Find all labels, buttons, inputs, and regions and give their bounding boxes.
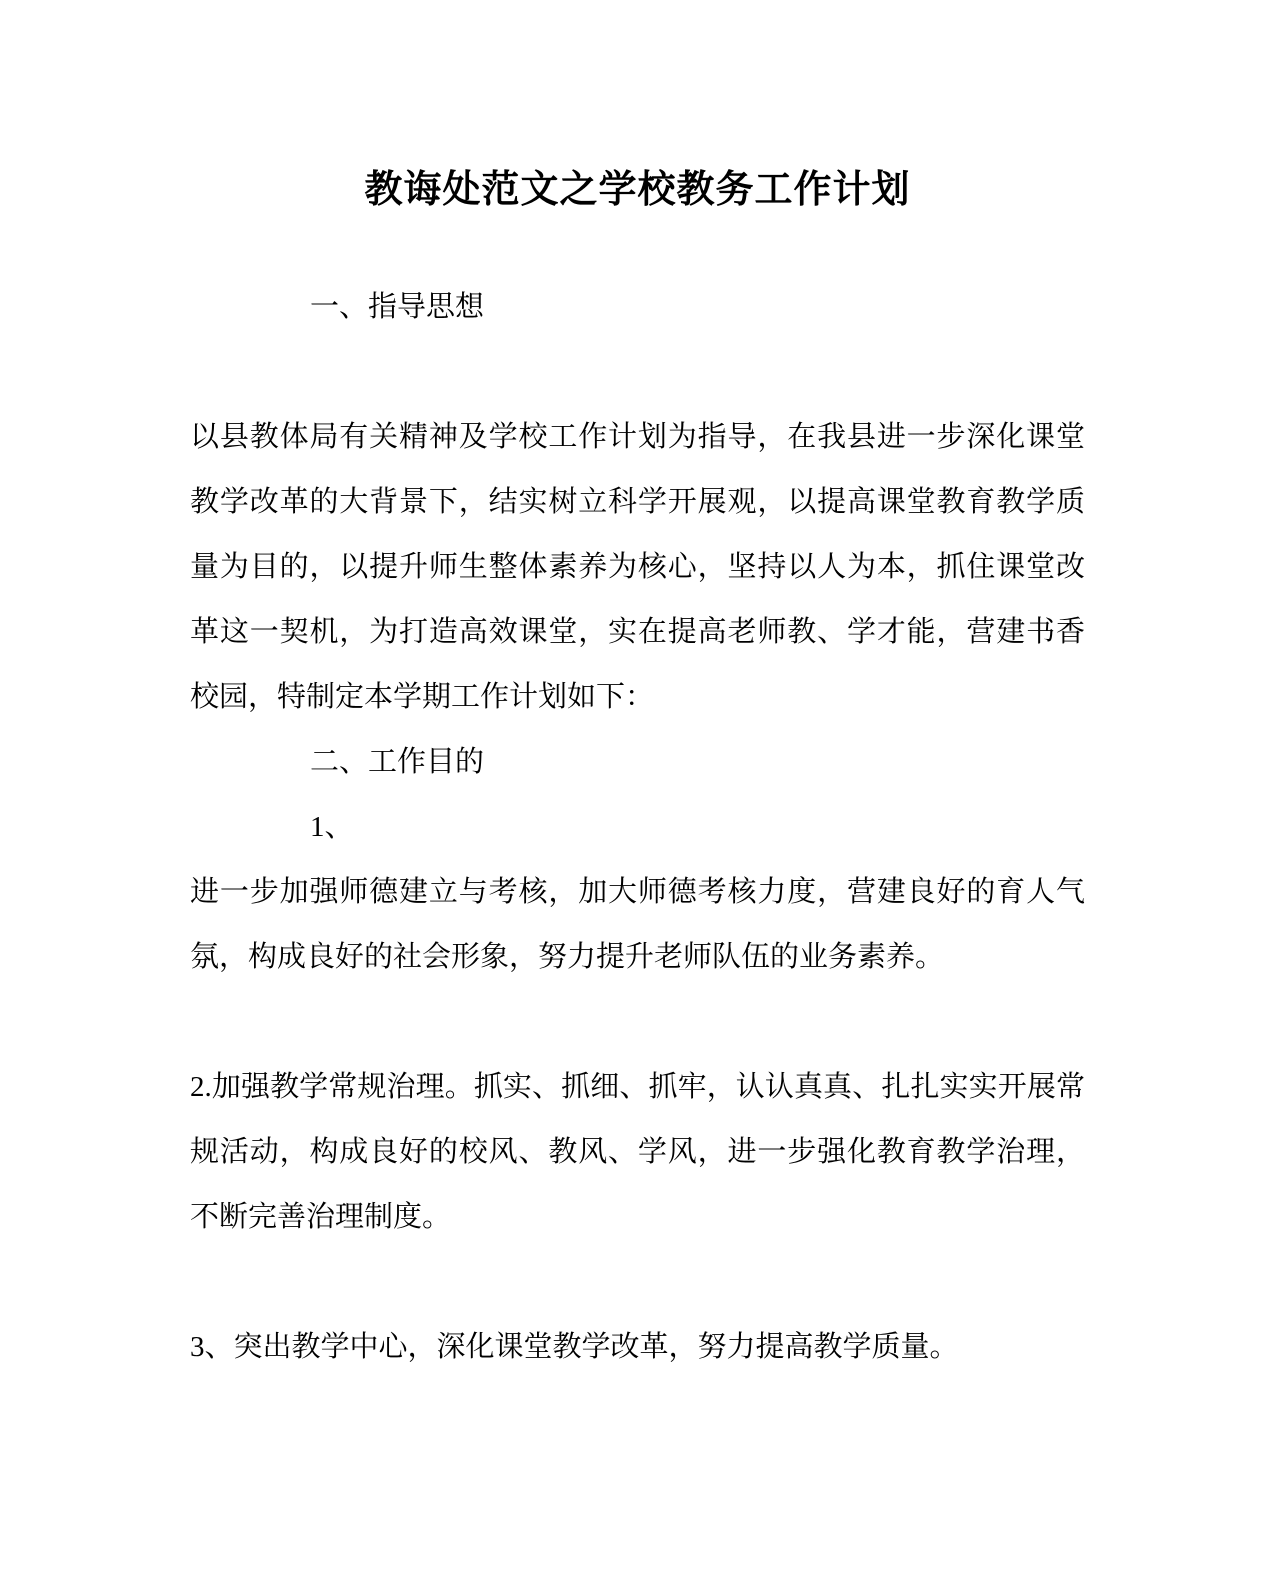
section2-heading: 二、工作目的 — [310, 746, 485, 778]
section1-heading: 一、指导思想 — [310, 291, 485, 323]
section1-paragraph: 以县教体局有关精神及学校工作计划为指导，在我县进一步深化课堂教学改革的大背景下，结实树立科学开展观，以提高课堂教育教学质量为目的，以提升师生整体素养为核心，坚持以人为本，抓住课堂改革这一契机，为打造高效课堂，实在提高老师教、学才能，营建书香校园，特制定本学期工作计划如下： — [190, 421, 1085, 713]
section2-item1-paragraph: 进一步加强师德建立与考核，加大师德考核力度，营建良好的育人气氛，构成良好的社会形象，努力提升老师队伍的业务素养。 — [190, 876, 1085, 973]
document-title: 教诲处范文之学校教务工作计划 — [364, 169, 911, 211]
section2-item3-paragraph: 3、突出教学中心，深化课堂教学改革，努力提高教学质量。 — [190, 1331, 959, 1363]
section2-item1-number: 1、 — [310, 811, 354, 843]
section2-item2-paragraph: 2.加强教学常规治理。抓实、抓细、抓牢，认认真真、扎扎实实开展常规活动，构成良好的校风、教风、学风，进一步强化教育教学治理，不断完善治理制度。 — [190, 1071, 1085, 1233]
